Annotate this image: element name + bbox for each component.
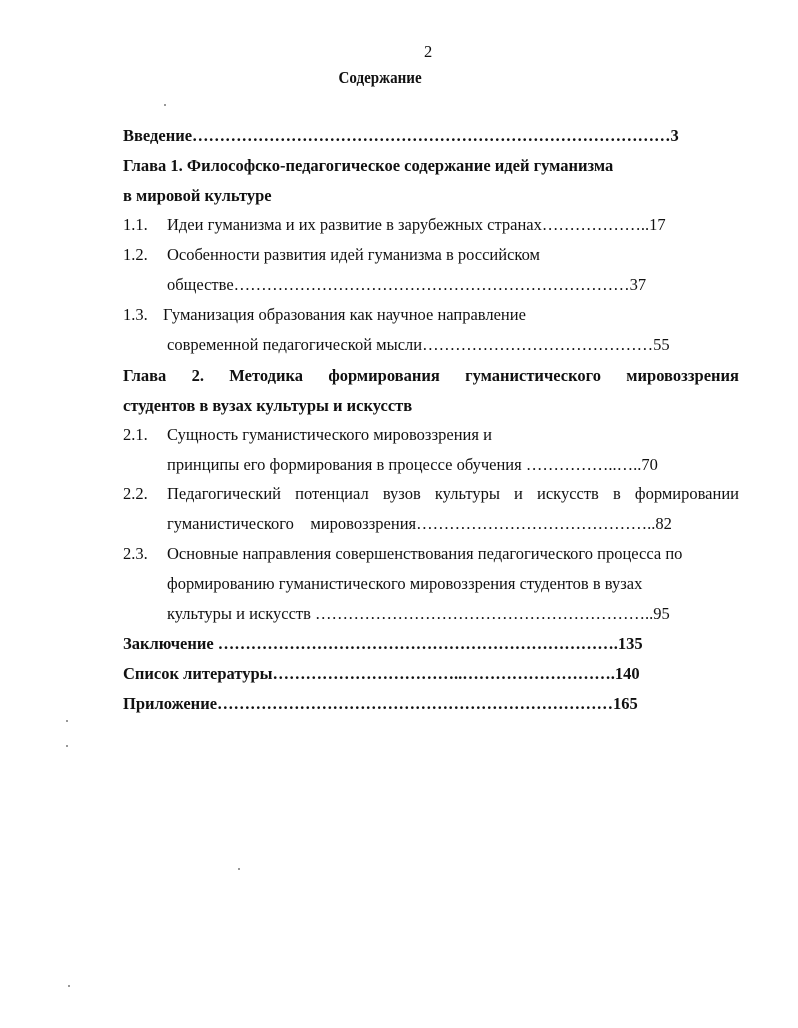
toc-section-2-3-line-2: формированию гуманистического мировоззрения студентов в вузах	[167, 574, 643, 593]
toc-section-1-1: Идеи гуманизма и их развитие в зарубежных странах………………..17	[167, 215, 666, 234]
toc-section-2-1-line-1: Сущность гуманистического мировоззрения и	[167, 425, 492, 444]
scan-speck	[66, 745, 68, 747]
toc-section-1-3-number: 1.3.	[123, 305, 148, 324]
toc-section-2-1-line-2: принципы его формирования в процессе обучения ……………..…..70	[167, 455, 658, 474]
toc-section-2-1-number: 2.1.	[123, 425, 148, 444]
toc-section-2-3-number: 2.3.	[123, 544, 148, 563]
page-title: Содержание	[338, 68, 422, 87]
toc-bibliography: Список литературы……………………………..……………………….140	[123, 664, 640, 683]
toc-section-1-2-number: 1.2.	[123, 245, 148, 264]
toc-section-1-2-line-2: обществе………………………………………………………………37	[167, 275, 647, 294]
toc-appendix: Приложение………………………………………………………………165	[123, 694, 638, 713]
scan-speck	[164, 104, 166, 106]
toc-chapter-1-line-1: Глава 1. Философско-педагогическое содержание идей гуманизма	[123, 156, 614, 175]
toc-section-2-2-line-2: гуманистического мировоззрения……………………………………..82	[167, 514, 672, 533]
scan-speck	[238, 868, 240, 870]
toc-section-1-2-line-1: Особенности развития идей гуманизма в российском	[167, 245, 540, 264]
toc-chapter-2-line-2: студентов в вузах культуры и искусств	[123, 396, 413, 415]
toc-section-2-3-line-1: Основные направления совершенствования педагогического процесса по	[167, 544, 683, 563]
toc-section-2-2-number: 2.2.	[123, 484, 148, 503]
scan-speck	[68, 985, 70, 987]
toc-chapter-2-line-1: Глава 2. Методика формирования гуманистического мировоззрения	[123, 366, 739, 385]
toc-section-2-3-line-3: культуры и искусств ……………………………………………………..95	[167, 604, 670, 623]
toc-section-1-3-line-2: современной педагогической мысли……………………………………55	[167, 335, 670, 354]
toc-section-2-2-line-1: Педагогический потенциал вузов культуры и искусств в формировании	[167, 484, 739, 503]
toc-chapter-1-line-2: в мировой культуре	[123, 186, 272, 205]
toc-intro: Введение……………………………………………………………………………3	[123, 126, 679, 145]
page-number: 2	[424, 42, 433, 61]
toc-section-1-1-number: 1.1.	[123, 215, 148, 234]
toc-conclusion: Заключение ……………………………………………………………….135	[123, 634, 643, 653]
toc-section-1-3-line-1: Гуманизация образования как научное направление	[163, 305, 526, 324]
scan-speck	[66, 720, 68, 722]
